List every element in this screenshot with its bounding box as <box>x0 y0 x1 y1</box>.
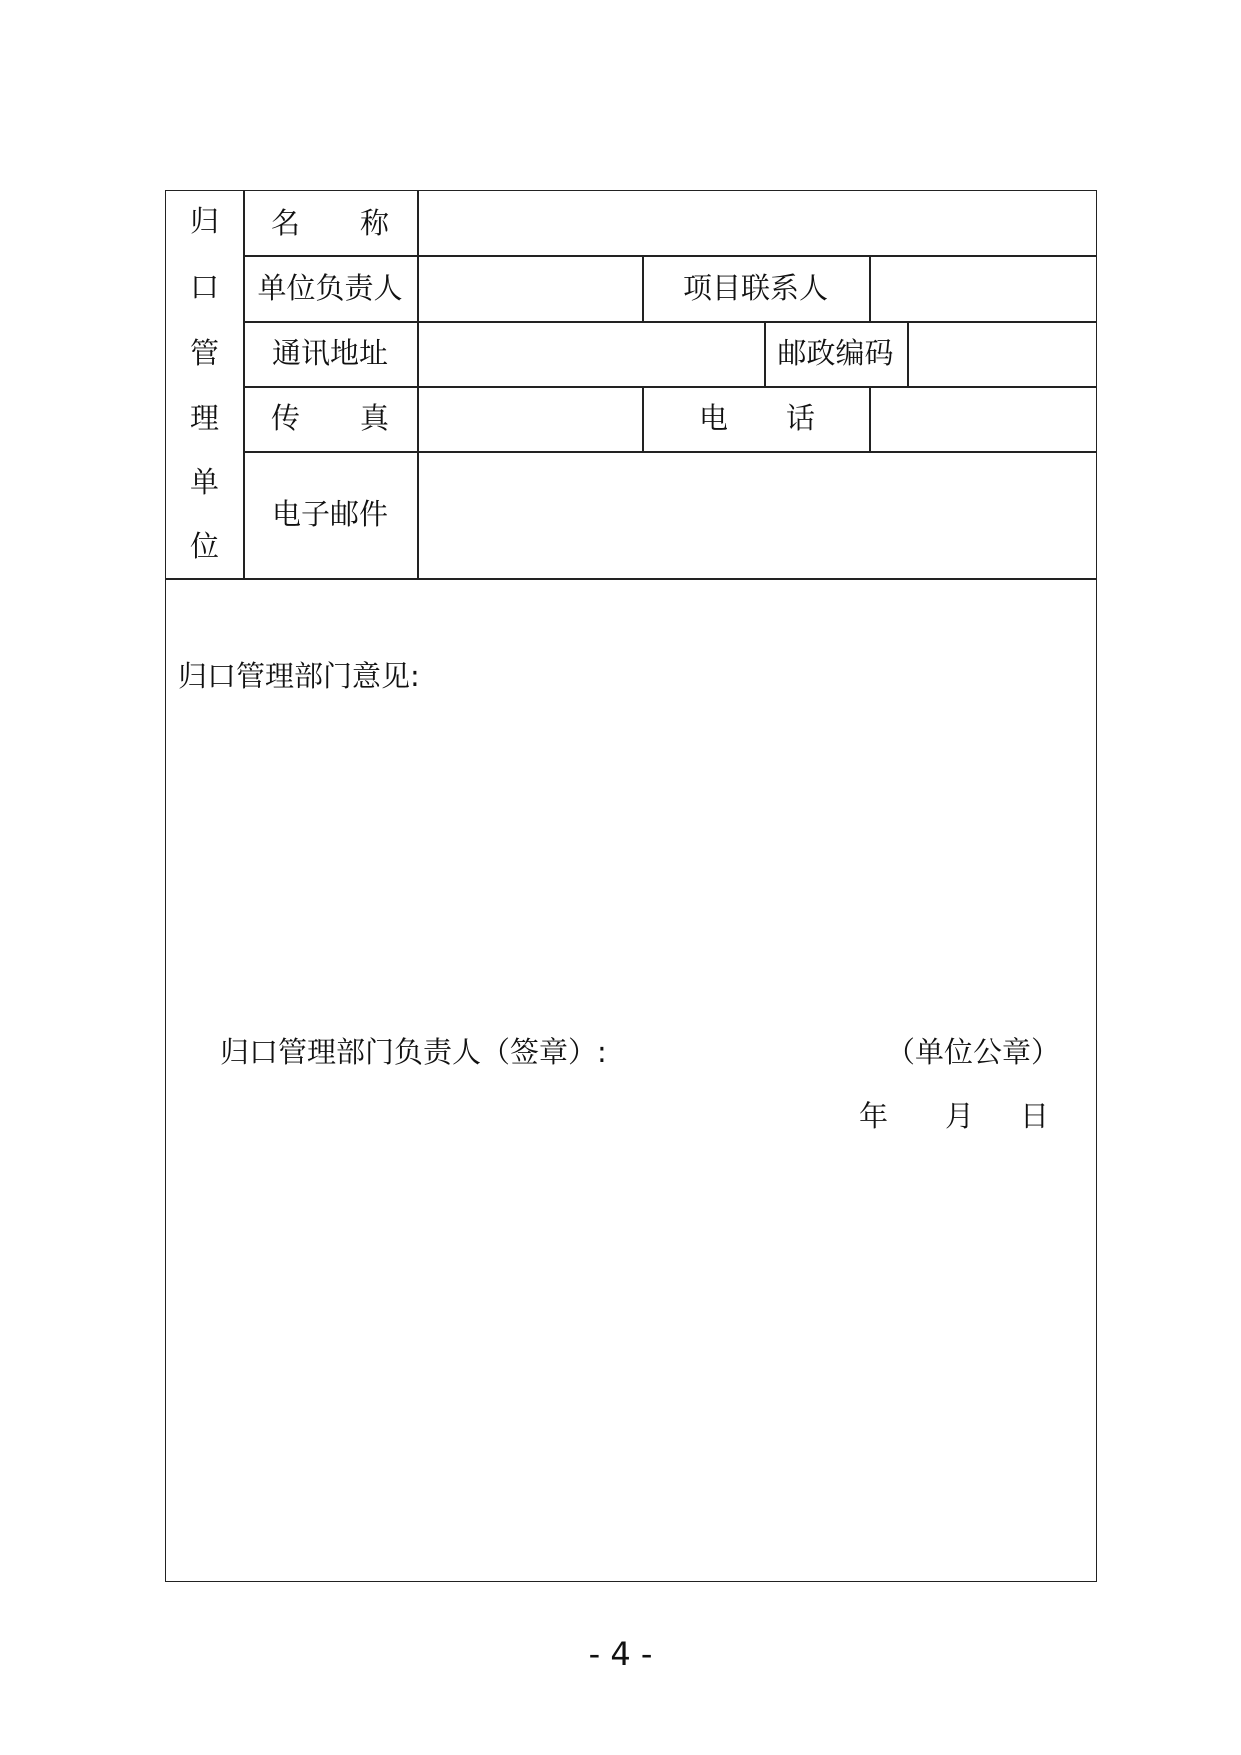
date-month-label: 月 <box>945 1099 975 1133</box>
divider-horizontal <box>166 578 1097 580</box>
label-name-char: 名 <box>271 205 301 240</box>
section-label-char: 位 <box>189 529 219 563</box>
label-postcode: 邮政编码 <box>777 336 894 370</box>
section-label-char: 口 <box>189 270 219 304</box>
section-label-char: 归 <box>189 204 219 238</box>
signature-label: 归口管理部门负责人（签章）: <box>220 1035 607 1069</box>
address-value-field[interactable] <box>419 323 763 385</box>
label-address: 通讯地址 <box>271 336 388 370</box>
section-label-char: 理 <box>189 401 219 435</box>
divider-vertical <box>642 386 644 451</box>
fax-value-field[interactable] <box>419 388 641 450</box>
label-fax <box>271 386 389 451</box>
phone-value-field[interactable] <box>871 388 1095 450</box>
label-project-contact: 项目联系人 <box>682 270 828 305</box>
label-name <box>271 191 389 255</box>
label-name-char: 称 <box>359 205 389 240</box>
label-fax-char: 真 <box>359 401 389 435</box>
page-number: - 4 - <box>588 1635 653 1673</box>
approval-form-table <box>165 190 1097 1582</box>
opinion-area[interactable] <box>168 581 1095 1579</box>
section-label-char: 单 <box>189 465 219 499</box>
project-contact-value-field[interactable] <box>871 257 1095 320</box>
date-day-label: 日 <box>1020 1099 1050 1133</box>
label-phone-char: 话 <box>785 401 815 435</box>
label-email: 电子邮件 <box>271 497 388 531</box>
postcode-value-field[interactable] <box>909 323 1095 385</box>
email-value-field[interactable] <box>419 453 1095 577</box>
label-phone <box>699 386 815 451</box>
label-unit-head: 单位负责人 <box>257 270 403 305</box>
section-label-char: 管 <box>189 336 219 370</box>
name-value-field[interactable] <box>419 192 1095 254</box>
opinion-title: 归口管理部门意见: <box>178 659 420 693</box>
label-fax-char: 传 <box>271 401 301 435</box>
date-year-label: 年 <box>859 1099 889 1133</box>
section-label-management-unit <box>166 191 243 579</box>
unit-head-value-field[interactable] <box>419 257 641 320</box>
seal-label: （单位公章） <box>886 1035 1061 1069</box>
label-phone-char: 电 <box>699 401 729 435</box>
